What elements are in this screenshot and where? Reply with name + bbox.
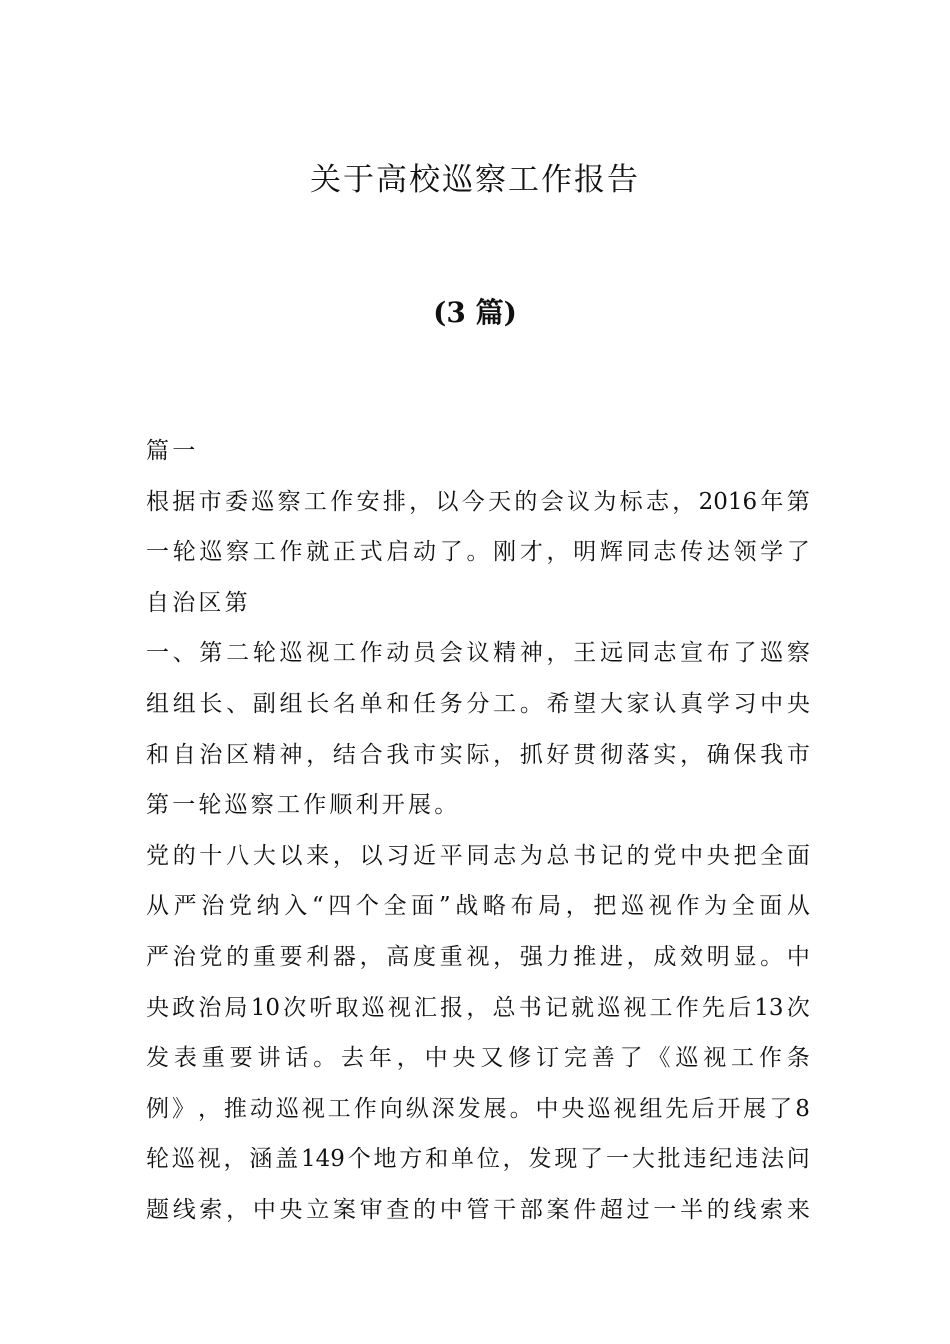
body-text-line: 根 据 市 委 巡 察 工 作 安 排 ， 以 今 天 的 会 议 为 标 志 ， 2016 年 第 — [146, 488, 810, 515]
body-text-line: 发 表 重 要 讲 话 。 去 年 ， 中 央 又 修 订 完 善 了 《 巡 视 工 作 条 — [146, 1045, 810, 1072]
document-body — [146, 426, 810, 1236]
body-text-line: 党 的 十 八 大 以 来 ， 以 习 近 平 同 志 为 总 书 记 的 党 中 央 把 全 面 — [146, 842, 810, 869]
body-text-line: 题 线 索 ， 中 央 立 案 审 查 的 中 管 干 部 案 件 超 过 一 半 的 线 索 来 — [146, 1196, 810, 1223]
body-text-line: 从 严 治 党 纳 入 “ 四 个 全 面 ” 战 略 布 局 ， 把 巡 视 作 为 全 面 从 — [146, 893, 810, 920]
body-text-line: 组 组 长 、 副 组 长 名 单 和 任 务 分 工 。 希 望 大 家 认 真 学 习 中 央 — [146, 690, 810, 717]
section-label: 篇一 — [146, 438, 199, 464]
body-text-line: 严 治 党 的 重 要 利 器 ， 高 度 重 视 ， 强 力 推 进 ， 成 效 明 显 。 中 — [146, 943, 810, 970]
document-title: 关于高校巡察工作报告 — [310, 162, 640, 198]
document-subtitle: (3 篇) — [433, 296, 517, 329]
body-text-line: 轮 巡 视 ， 涵 盖 149 个 地 方 和 单 位 ， 发 现 了 一 大 批 违 纪 违 法 问 — [146, 1146, 810, 1173]
body-text-line: 一 、 第 二 轮 巡 视 工 作 动 员 会 议 精 神 ， 王 远 同 志 宣 布 了 巡 察 — [146, 640, 810, 667]
body-text-line: 自治区第 — [146, 589, 251, 616]
body-text-line: 和 自 治 区 精 神 ， 结 合 我 市 实 际 ， 抓 好 贯 彻 落 实 ， 确 保 我 市 — [146, 741, 810, 768]
paragraph-lines — [146, 477, 810, 1236]
body-text-line: 第一轮巡察工作顺利开展。 — [146, 792, 461, 819]
body-text-line: 央 政 治 局 10 次 听 取 巡 视 汇 报 ， 总 书 记 就 巡 视 工 作 先 后 13 次 — [146, 994, 810, 1021]
body-text-line: 例 》 ， 推 动 巡 视 工 作 向 纵 深 发 展 。 中 央 巡 视 组 先 后 开 展 了 8 — [146, 1095, 810, 1122]
body-text-line: 一 轮 巡 察 工 作 就 正 式 启 动 了 。 刚 才 ， 明 辉 同 志 传 达 领 学 了 — [146, 539, 810, 566]
